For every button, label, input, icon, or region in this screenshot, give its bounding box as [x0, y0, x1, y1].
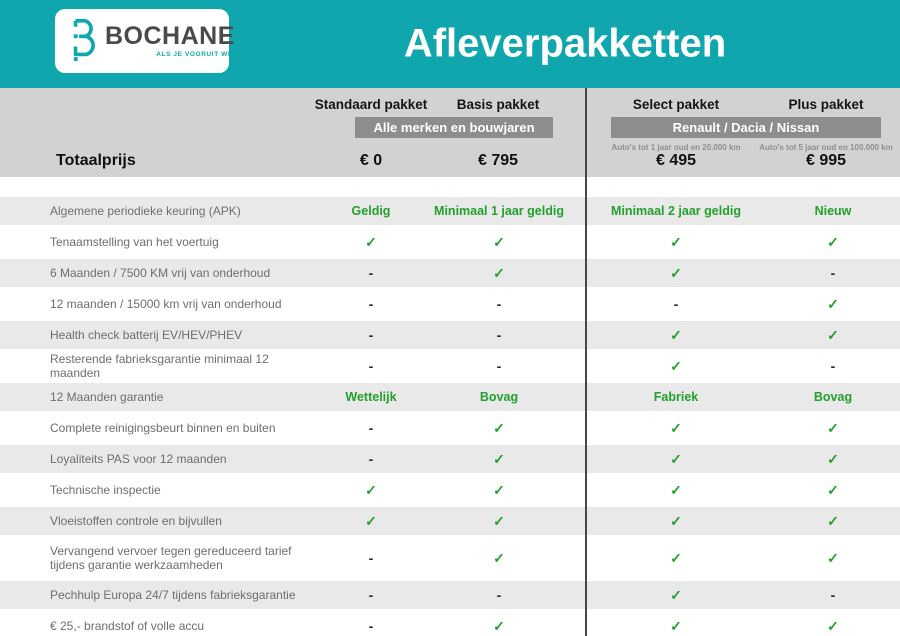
table-row — [0, 581, 900, 609]
text-value: Bovag — [479, 390, 519, 404]
dash-value: - — [368, 358, 374, 374]
row-label: Algemene periodieke keuring (APK) — [50, 203, 241, 218]
table-row — [0, 507, 900, 535]
dash-value: - — [496, 327, 502, 343]
row-label: 12 maanden / 15000 km vrij van onderhoud — [50, 296, 282, 311]
package-name-plus: Plus pakket — [788, 97, 864, 112]
column-divider — [585, 88, 587, 636]
check-icon: ✓ — [670, 586, 682, 603]
bochane-logo-icon — [67, 16, 99, 67]
bochane-logo — [55, 9, 235, 73]
row-label: € 25,- brandstof of volle accu — [50, 618, 205, 633]
package-note-plus: Auto's tot 5 jaar oud en 100.000 km — [759, 143, 893, 152]
dash-value: - — [496, 358, 502, 374]
group-banner-all-brands: Alle merken en bouwjaren — [355, 117, 553, 138]
dash-value: - — [368, 587, 374, 603]
top-header — [0, 0, 900, 88]
check-icon: ✓ — [493, 481, 505, 498]
total-price-plus: € 995 — [805, 152, 847, 169]
check-icon: ✓ — [365, 233, 377, 250]
package-name-standaard: Standaard pakket — [314, 97, 428, 112]
check-icon: ✓ — [670, 357, 682, 374]
package-name-select: Select pakket — [632, 97, 720, 112]
table-row — [0, 352, 900, 380]
check-icon: ✓ — [493, 512, 505, 529]
row-label: Vervangend vervoer tegen gereduceerd tarief tijdens garantie werkzaamheden — [50, 543, 292, 572]
header-band — [0, 88, 900, 177]
row-label: Tenaamstelling van het voertuig — [50, 234, 219, 249]
brand-name: BOCHANE — [105, 22, 235, 50]
dash-value: - — [496, 296, 502, 312]
dash-value: - — [496, 587, 502, 603]
check-icon: ✓ — [365, 512, 377, 529]
check-icon: ✓ — [670, 481, 682, 498]
check-icon: ✓ — [827, 549, 839, 566]
check-icon: ✓ — [827, 419, 839, 436]
dash-value: - — [830, 358, 836, 374]
table-row — [0, 383, 900, 411]
total-price-label: Totaalprijs — [56, 152, 136, 169]
text-value: Nieuw — [814, 204, 852, 218]
text-value: Geldig — [351, 204, 391, 218]
dash-value: - — [830, 587, 836, 603]
dash-value: - — [368, 327, 374, 343]
total-price-basis: € 795 — [477, 152, 519, 169]
brand-tagline: ALS JE VOORUIT WIL — [156, 51, 235, 58]
check-icon: ✓ — [827, 295, 839, 312]
dash-value: - — [368, 451, 374, 467]
check-icon: ✓ — [827, 481, 839, 498]
table-row — [0, 414, 900, 442]
check-icon: ✓ — [827, 450, 839, 467]
row-label: Health check batterij EV/HEV/PHEV — [50, 327, 243, 342]
dash-value: - — [368, 550, 374, 566]
text-value: Wettelijk — [345, 390, 397, 404]
check-icon: ✓ — [493, 617, 505, 634]
table-row — [0, 197, 900, 225]
check-icon: ✓ — [670, 450, 682, 467]
row-label: Vloeistoffen controle en bijvullen — [50, 513, 222, 528]
check-icon: ✓ — [827, 512, 839, 529]
row-label: Pechhulp Europa 24/7 tijdens fabrieksgarantie — [50, 587, 296, 602]
dash-value: - — [673, 296, 679, 312]
table-row — [0, 612, 900, 636]
package-name-basis: Basis pakket — [456, 97, 540, 112]
total-price-select: € 495 — [655, 152, 697, 169]
row-label: Technische inspectie — [50, 482, 161, 497]
row-label: 6 Maanden / 7500 KM vrij van onderhoud — [50, 265, 271, 280]
check-icon: ✓ — [670, 326, 682, 343]
text-value: Fabriek — [653, 390, 699, 404]
check-icon: ✓ — [493, 419, 505, 436]
check-icon: ✓ — [670, 549, 682, 566]
dash-value: - — [368, 265, 374, 281]
table-row — [0, 321, 900, 349]
package-note-select: Auto's tot 1 jaar oud en 20.000 km — [611, 143, 741, 152]
dash-value: - — [368, 618, 374, 634]
brand-block — [105, 24, 235, 58]
dash-value: - — [368, 296, 374, 312]
check-icon: ✓ — [827, 233, 839, 250]
total-price-standaard: € 0 — [359, 152, 383, 169]
table-row — [0, 445, 900, 473]
row-label: Complete reinigingsbeurt binnen en buiten — [50, 420, 276, 435]
dash-value: - — [368, 420, 374, 436]
check-icon: ✓ — [493, 450, 505, 467]
check-icon: ✓ — [670, 233, 682, 250]
table-row — [0, 538, 900, 578]
check-icon: ✓ — [670, 617, 682, 634]
check-icon: ✓ — [493, 233, 505, 250]
table-row — [0, 476, 900, 504]
row-label: Loyaliteits PAS voor 12 maanden — [50, 451, 227, 466]
table-row — [0, 290, 900, 318]
check-icon: ✓ — [670, 419, 682, 436]
check-icon: ✓ — [827, 326, 839, 343]
check-icon: ✓ — [365, 481, 377, 498]
feature-rows — [0, 197, 900, 636]
check-icon: ✓ — [493, 264, 505, 281]
table-row — [0, 228, 900, 256]
text-value: Bovag — [813, 390, 853, 404]
text-value: Minimaal 2 jaar geldig — [611, 204, 741, 218]
check-icon: ✓ — [827, 617, 839, 634]
page-title: Afleverpakketten — [403, 21, 727, 66]
row-label: Resterende fabrieksgarantie minimaal 12 maanden — [50, 351, 269, 380]
table-row — [0, 259, 900, 287]
check-icon: ✓ — [670, 264, 682, 281]
text-value: Minimaal 1 jaar geldig — [434, 204, 564, 218]
dash-value: - — [830, 265, 836, 281]
group-banner-renault-dacia-nissan: Renault / Dacia / Nissan — [611, 117, 881, 138]
check-icon: ✓ — [670, 512, 682, 529]
row-label: 12 Maanden garantie — [50, 389, 164, 404]
check-icon: ✓ — [493, 549, 505, 566]
